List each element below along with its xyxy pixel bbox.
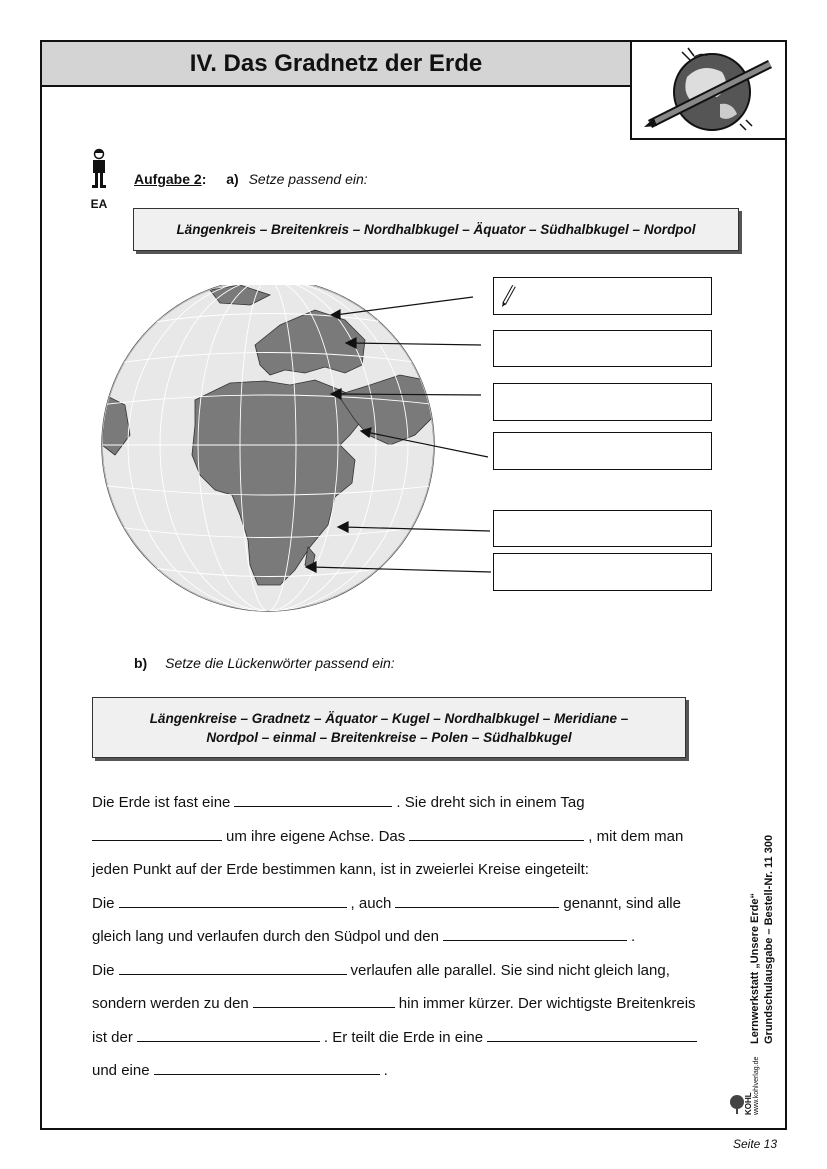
cloze-text <box>92 790 732 1092</box>
text-segment: genannt, sind alle <box>563 894 681 912</box>
title-bar <box>40 40 632 87</box>
blank-1[interactable] <box>234 792 392 807</box>
blank-6[interactable] <box>443 926 627 941</box>
blank-3[interactable] <box>409 826 584 841</box>
ea-label: EA <box>90 197 108 211</box>
answer-box-4[interactable] <box>493 432 712 470</box>
text-line <box>92 991 732 1025</box>
globe-pencil-logo <box>630 40 787 140</box>
tree-logo-icon <box>729 1094 745 1116</box>
part-b-heading <box>134 655 395 671</box>
text-segment: ist der <box>92 1028 133 1046</box>
pencil-icon <box>500 284 518 308</box>
blank-10[interactable] <box>487 1027 697 1042</box>
task-heading-row <box>134 171 368 187</box>
publisher-logo <box>745 1057 761 1115</box>
answer-box-1[interactable] <box>493 277 712 315</box>
blank-4[interactable] <box>119 893 347 908</box>
word-list-b-line2: Nordpol – einmal – Breitenkreise – Polen – Südhalbkugel <box>206 729 572 745</box>
answer-box-5[interactable] <box>493 510 712 547</box>
word-box-b <box>92 697 686 758</box>
text-segment: , auch <box>350 894 392 912</box>
part-a-label: a) <box>226 171 239 187</box>
text-segment: , mit dem man <box>588 827 684 845</box>
publication-info <box>748 835 776 1044</box>
ea-badge <box>86 148 112 211</box>
answer-box-6[interactable] <box>493 553 712 591</box>
text-line <box>92 958 732 992</box>
text-segment: gleich lang und verlaufen durch den Südpol und den <box>92 928 439 945</box>
blank-11[interactable] <box>154 1060 380 1075</box>
blank-8[interactable] <box>253 993 395 1008</box>
word-list-b-line1: Längenkreise – Gradnetz – Äquator – Kugel – Nordhalbkugel – Meridiane – <box>149 710 629 726</box>
text-line <box>92 1025 732 1059</box>
part-a-instruction: Setze passend ein: <box>248 171 368 187</box>
globe-pencil-icon <box>632 42 785 138</box>
page-number: Seite 13 <box>733 1137 778 1151</box>
text-line <box>92 1058 732 1092</box>
text-segment: verlaufen alle parallel. Sie sind nicht gleich lang, <box>350 961 670 979</box>
answer-box-2[interactable] <box>493 330 712 367</box>
task-heading: Aufgabe 2 <box>134 171 202 187</box>
part-b-label: b) <box>134 655 148 671</box>
text-segment: . <box>383 1062 388 1079</box>
publisher-url: www.kohlverlag.de <box>753 1056 760 1115</box>
text-segment: sondern werden zu den <box>92 995 249 1012</box>
text-line <box>92 924 732 958</box>
text-line <box>92 790 732 824</box>
blank-9[interactable] <box>137 1027 320 1042</box>
task-heading-colon: : <box>201 171 207 187</box>
text-segment: Die Erde ist fast eine <box>92 794 231 811</box>
publisher-name: KOHL <box>744 1092 753 1115</box>
blank-5[interactable] <box>395 893 559 908</box>
text-line <box>92 891 732 925</box>
word-list-a: Längenkreis – Breitenkreis – Nordhalbkugel – Äquator – Südhalbkugel – Nordpol <box>176 222 696 237</box>
student-figure-icon <box>89 148 109 192</box>
text-segment: hin immer kürzer. Der wichtigste Breitenkreis <box>398 995 696 1012</box>
word-box-a <box>133 208 739 251</box>
part-b-instruction: Setze die Lückenwörter passend ein: <box>165 655 395 671</box>
answer-box-3[interactable] <box>493 383 712 421</box>
text-segment: . Sie dreht sich in einem Tag <box>396 794 585 811</box>
text-segment: und eine <box>92 1062 150 1079</box>
page-title: IV. Das Gradnetz der Erde <box>189 49 483 77</box>
blank-7[interactable] <box>119 960 347 975</box>
text-segment: Die <box>92 961 115 979</box>
publication-order-number: Grundschulausgabe – Bestell-Nr. 11 300 <box>763 834 775 1044</box>
text-line <box>92 857 732 891</box>
text-segment: um ihre eigene Achse. Das <box>226 827 406 845</box>
blank-2[interactable] <box>92 826 222 841</box>
text-line <box>92 824 732 858</box>
text-segment: jeden Punkt auf der Erde bestimmen kann, ist in zweierlei Kreise eingeteilt: <box>92 861 589 878</box>
globe-diagram <box>100 285 500 615</box>
text-segment: Die <box>92 894 115 912</box>
publication-title: Lernwerkstatt „Unsere Erde“ <box>749 893 761 1044</box>
text-segment: . Er teilt die Erde in eine <box>323 1028 484 1046</box>
text-segment: . <box>630 928 636 945</box>
